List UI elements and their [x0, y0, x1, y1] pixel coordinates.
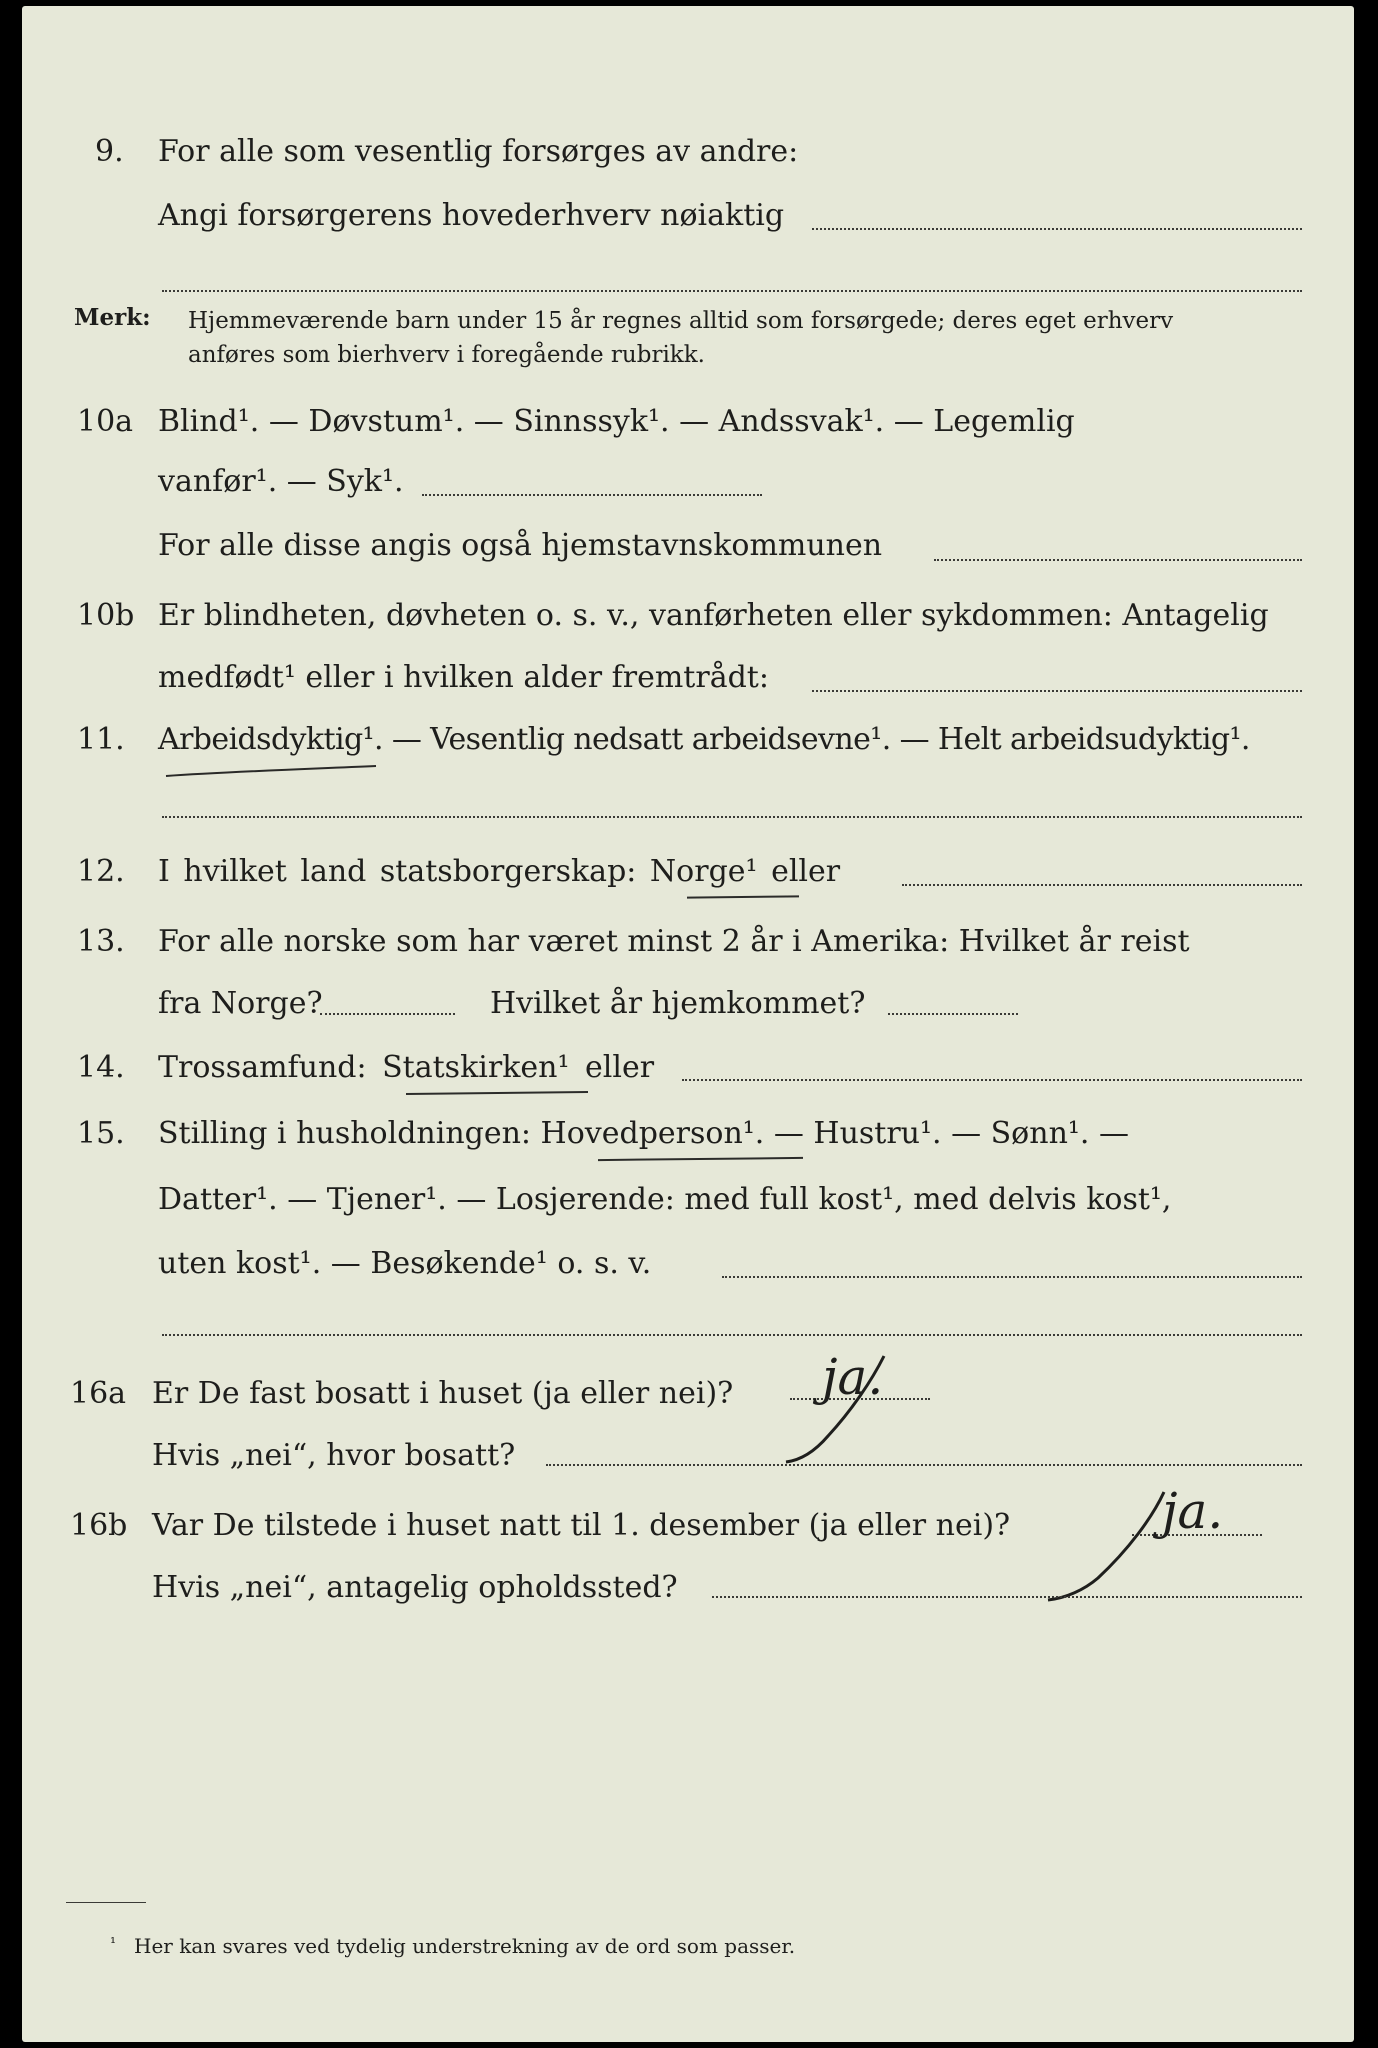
q11-answer-line[interactable] [162, 816, 1302, 818]
q15-hovedperson-underline [598, 1157, 803, 1161]
footnote-mark: ¹ [110, 1934, 117, 1952]
q10b-line1: Er blindheten, døvheten o. s. v., vanførheten eller sykdommen: Antagelig [158, 598, 1269, 633]
merk-label: Merk: [74, 304, 151, 331]
census-form-page [22, 6, 1354, 2042]
q9-answer-line[interactable] [812, 228, 1302, 230]
q16a-line2: Hvis „nei“, hvor bosatt? [152, 1438, 516, 1473]
q9-line1: For alle som vesentlig forsørges av andre: [158, 134, 799, 169]
q10b-number: 10b [77, 598, 135, 633]
q10a-answer-line[interactable] [422, 494, 762, 496]
q15-line3: uten kost¹. — Besøkende¹ o. s. v. [158, 1246, 652, 1281]
footnote-text: Her kan svares ved tydelig understrekning av de ord som passer. [134, 1934, 796, 1958]
q9-line2: Angi forsørgerens hovederhverv nøiaktig [158, 198, 785, 233]
q15-line1: Stilling i husholdningen: Hovedperson¹. — Hustru¹. — Sønn¹. — [158, 1116, 1129, 1151]
q9-number: 9. [95, 134, 124, 169]
q12-norge-underline [687, 895, 799, 898]
q15-answer-line[interactable] [722, 1276, 1302, 1278]
q15-line2: Datter¹. — Tjener¹. — Losjerende: med full kost¹, med delvis kost¹, [158, 1182, 1172, 1217]
q13-line2b: Hvilket år hjemkommet? [490, 986, 866, 1021]
merk-line2: anføres som bierhverv i foregående rubrikk. [188, 342, 705, 368]
q16b-opholdssted-line[interactable] [712, 1596, 1302, 1598]
q10b-line2: medfødt¹ eller i hvilken alder fremtrådt: [158, 660, 769, 695]
q12-number: 12. [77, 854, 125, 889]
q16a-handwritten-stroke [772, 1350, 892, 1470]
q10a-number: 10a [77, 404, 134, 439]
q10a-line1: Blind¹. — Døvstum¹. — Sinnssyk¹. — Andssvak¹. — Legemlig [158, 404, 1075, 439]
q16b-line2: Hvis „nei“, antagelig opholdssted? [152, 1570, 678, 1605]
q16a-number: 16a [70, 1376, 127, 1411]
q10a-line3: For alle disse angis også hjemstavnskommunen [158, 528, 883, 563]
q16b-number: 16b [70, 1508, 128, 1543]
q13-hjemkommet-line[interactable] [888, 1013, 1018, 1015]
q13-number: 13. [77, 924, 125, 959]
footnote-rule [66, 1902, 146, 1903]
q10b-answer-line[interactable] [812, 690, 1302, 692]
q13-line2a: fra Norge? [158, 986, 323, 1021]
q11-line1: Arbeidsdyktig¹. — Vesentlig nedsatt arbeidsevne¹. — Helt arbeidsudyktig¹. [158, 722, 1250, 757]
q12-answer-line[interactable] [902, 884, 1302, 886]
q13-reist-line[interactable] [320, 1013, 455, 1015]
q12-line1: I hvilket land statsborgerskap: Norge¹ eller [158, 854, 841, 889]
q11-handwritten-underline [162, 762, 382, 786]
merk-line1: Hjemmeværende barn under 15 år regnes alltid som forsørgede; deres eget erhverv [188, 308, 1174, 334]
q16b-handwritten-answer: ja. [1162, 1482, 1224, 1540]
q16b-line1: Var De tilstede i huset natt til 1. desember (ja eller nei)? [152, 1508, 1011, 1543]
q14-number: 14. [77, 1050, 125, 1085]
q16a-bosatt-line[interactable] [546, 1464, 1302, 1466]
q11-number: 11. [77, 722, 125, 757]
q16a-handwritten-answer: ja. [822, 1348, 884, 1406]
q16b-handwritten-stroke [1032, 1486, 1172, 1606]
q15-number: 15. [77, 1116, 125, 1151]
q10a-hjemstavn-line[interactable] [934, 559, 1302, 561]
q10a-line2: vanfør¹. — Syk¹. [158, 464, 404, 499]
q9-answer-line-2[interactable] [162, 290, 1302, 292]
q16a-line1: Er De fast bosatt i huset (ja eller nei)? [152, 1376, 734, 1411]
q15-answer-line-2[interactable] [162, 1334, 1302, 1336]
q14-line1: Trossamfund: Statskirken¹ eller [158, 1050, 655, 1085]
q14-answer-line[interactable] [682, 1079, 1302, 1081]
q14-statskirken-underline [406, 1091, 588, 1095]
q13-line1: For alle norske som har været minst 2 år i Amerika: Hvilket år reist [158, 924, 1190, 959]
